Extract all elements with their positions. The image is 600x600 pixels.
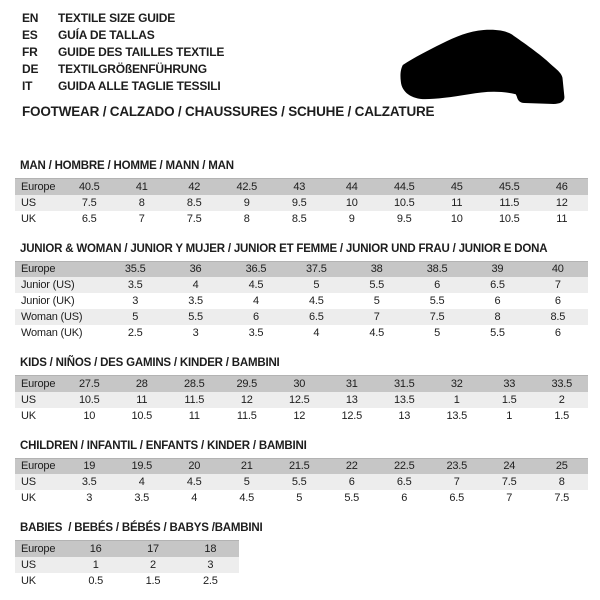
size-cell: 6.5	[81, 212, 97, 225]
size-cell: 39	[491, 263, 504, 276]
size-cell: 2.5	[127, 327, 143, 339]
size-cell: 43	[293, 180, 306, 193]
size-cell: 8	[494, 311, 501, 323]
row-label: UK	[21, 212, 36, 225]
size-cell: 10	[83, 409, 96, 422]
table-row-junior-us	[15, 277, 588, 293]
size-cell: 9	[348, 212, 355, 225]
size-cell: 6	[434, 279, 441, 291]
size-cell: 11.5	[499, 196, 520, 209]
size-cell: 5	[296, 492, 303, 504]
size-cell: 4.5	[186, 476, 202, 488]
size-cell: 4	[191, 492, 198, 504]
size-cell: 33.5	[551, 377, 573, 390]
size-cell: 11	[188, 409, 200, 422]
size-cell: 27.5	[78, 377, 100, 390]
size-cell: 6	[554, 295, 561, 307]
size-cell: 24	[503, 460, 516, 473]
size-cell: 7.5	[501, 476, 517, 488]
size-cell: 32	[450, 377, 463, 390]
section-title-man: MAN / HOMBRE / HOMME / MANN / MAN	[20, 160, 234, 172]
language-code: ES	[22, 28, 38, 42]
size-cell: 40.5	[78, 180, 100, 193]
size-cell: 45	[450, 180, 463, 193]
size-cell: 3.5	[81, 476, 97, 488]
size-cell: 12	[240, 393, 253, 406]
size-cell: 5.5	[429, 295, 445, 307]
size-cell: 10	[345, 196, 358, 209]
size-cell: 10	[450, 212, 463, 225]
table-row-woman-us	[15, 309, 588, 325]
size-cell: 5	[313, 279, 320, 291]
size-cell: 13	[345, 393, 358, 406]
size-cell: 31.5	[393, 377, 415, 390]
size-cell: 7.5	[81, 196, 97, 209]
size-cell: 36	[189, 263, 202, 276]
row-label: US	[21, 393, 36, 406]
size-cell: 22	[345, 460, 358, 473]
language-code: EN	[22, 11, 39, 25]
size-cell: 18	[204, 542, 217, 555]
row-label: Europe	[21, 377, 56, 390]
row-label: US	[21, 476, 36, 488]
size-cell: 3.5	[248, 327, 264, 339]
row-label: Junior (UK)	[21, 295, 75, 307]
size-cell: 22.5	[393, 460, 415, 473]
size-cell: 16	[89, 542, 102, 555]
size-cell: 11	[556, 212, 568, 225]
size-cell: 9	[243, 196, 250, 209]
size-cell: 21.5	[288, 460, 310, 473]
size-cell: 6.5	[396, 476, 412, 488]
size-section-junior-woman	[15, 243, 588, 342]
table-row-europe	[15, 541, 239, 557]
row-label: Woman (UK)	[21, 327, 83, 339]
size-cell: 3	[132, 295, 139, 307]
size-cell: 8	[243, 212, 250, 225]
size-cell: 2	[558, 393, 565, 406]
size-cell: 23.5	[446, 460, 468, 473]
size-cell: 12	[293, 409, 306, 422]
language-label: TEXTILE SIZE GUIDE	[58, 11, 176, 25]
size-cell: 1.5	[501, 393, 517, 406]
row-label: US	[21, 196, 36, 209]
language-label: GUIDA ALLE TAGLIE TESSILI	[58, 79, 221, 93]
size-cell: 44	[345, 180, 358, 193]
size-cell: 13	[398, 409, 411, 422]
size-cell: 42	[188, 180, 201, 193]
size-cell: 1.5	[554, 409, 570, 422]
size-cell: 45.5	[498, 180, 520, 193]
size-cell: 7	[138, 212, 145, 225]
size-cell: 1	[92, 558, 99, 571]
table-row-us	[15, 557, 239, 573]
row-label: Europe	[21, 263, 56, 276]
size-cell: 6.5	[490, 279, 505, 291]
row-label: UK	[21, 574, 36, 587]
row-label: Europe	[21, 542, 56, 555]
size-cell: 10.5	[131, 409, 153, 422]
table-row-us	[15, 392, 588, 408]
row-label: Europe	[21, 180, 56, 193]
size-cell: 5	[373, 295, 380, 307]
size-table-babies	[15, 540, 239, 589]
size-cell: 2.5	[202, 574, 218, 587]
row-label: UK	[21, 409, 36, 422]
section-title-babies: BABIES / BEBÉS / BÉBÉS / BABYS /BAMBINI	[20, 522, 263, 534]
size-cell: 7.5	[554, 492, 570, 504]
size-cell: 10.5	[78, 393, 100, 406]
table-row-uk	[15, 573, 239, 589]
size-cell: 41	[135, 180, 148, 193]
table-row-uk	[15, 490, 588, 506]
size-table-kids	[15, 375, 588, 424]
size-table-man	[15, 178, 588, 227]
size-table-children	[15, 458, 588, 507]
size-cell: 3.5	[127, 279, 143, 291]
size-cell: 3	[192, 327, 199, 339]
table-row-europe	[15, 458, 588, 474]
size-cell: 6	[554, 327, 561, 339]
size-cell: 4	[192, 279, 199, 291]
size-cell: 38.5	[426, 263, 448, 276]
language-code: IT	[22, 79, 33, 93]
size-cell: 9.5	[291, 196, 307, 209]
table-row-europe	[15, 179, 588, 195]
size-cell: 7	[373, 311, 380, 323]
size-cell: 28.5	[183, 377, 205, 390]
size-cell: 2	[150, 558, 156, 571]
size-cell: 4.5	[308, 295, 324, 307]
row-label: Junior (US)	[21, 279, 75, 291]
size-cell: 13.5	[393, 393, 415, 406]
size-cell: 4.5	[369, 327, 385, 339]
size-cell: 10.5	[498, 212, 520, 225]
size-cell: 7.5	[429, 311, 445, 323]
size-cell: 8.5	[550, 311, 566, 323]
size-cell: 5	[132, 311, 139, 323]
size-cell: 35.5	[124, 263, 146, 276]
size-cell: 20	[188, 460, 201, 473]
row-label: US	[21, 558, 36, 571]
size-cell: 42.5	[236, 180, 258, 193]
size-cell: 4.5	[239, 492, 255, 504]
size-cell: 7	[554, 279, 561, 291]
size-cell: 6.5	[308, 311, 324, 323]
size-cell: 19	[83, 460, 96, 473]
size-cell: 3.5	[134, 492, 150, 504]
size-section-man	[15, 160, 588, 227]
size-cell: 28	[135, 377, 148, 390]
size-table-junior-woman	[15, 261, 588, 342]
size-cell: 5	[434, 327, 441, 339]
language-row-en	[22, 10, 600, 27]
size-cell: 6.5	[449, 492, 465, 504]
table-row-us	[15, 474, 588, 490]
size-cell: 46	[555, 180, 568, 193]
size-cell: 11.5	[184, 393, 205, 406]
size-cell: 6	[494, 295, 501, 307]
size-cell: 1	[453, 393, 460, 406]
size-cell: 40	[551, 263, 564, 276]
size-cell: 3	[207, 558, 214, 571]
size-cell: 3	[86, 492, 93, 504]
language-label: GUÍA DE TALLAS	[58, 28, 155, 42]
size-cell: 3.5	[188, 295, 203, 307]
size-cell: 5.5	[291, 476, 307, 488]
section-title-children: CHILDREN / INFANTIL / ENFANTS / KINDER / BAMBINI	[20, 439, 307, 452]
size-cell: 4	[138, 476, 145, 488]
dress-shoe-icon	[395, 28, 580, 106]
size-cell: 25	[555, 460, 568, 473]
size-cell: 10.5	[393, 196, 415, 209]
size-cell: 5.5	[490, 327, 505, 339]
table-row-uk	[15, 211, 588, 227]
size-cell: 5	[243, 476, 250, 488]
size-cell: 8.5	[186, 196, 202, 209]
language-label: TEXTILGRÖßENFÜHRUNG	[58, 62, 207, 76]
size-cell: 12	[555, 196, 568, 209]
size-cell: 38	[370, 263, 383, 276]
table-row-us	[15, 195, 588, 211]
size-cell: 8	[138, 196, 145, 209]
size-cell: 11	[451, 196, 463, 209]
size-cell: 1	[506, 409, 513, 422]
size-cell: 4.5	[248, 279, 264, 291]
size-cell: 31	[345, 377, 358, 390]
section-title-junior-woman: JUNIOR & WOMAN / JUNIOR Y MUJER / JUNIOR ET FEMME / JUNIOR UND FRAU / JUNIOR E DONA	[20, 242, 548, 255]
row-label: UK	[21, 492, 36, 504]
size-section-babies	[15, 522, 588, 589]
size-cell: 21	[240, 460, 253, 473]
row-label: Europe	[21, 460, 56, 473]
table-row-europe	[15, 376, 588, 392]
size-cell: 4	[313, 327, 320, 339]
size-cell: 5.5	[344, 492, 360, 504]
size-cell: 5.5	[188, 311, 203, 323]
size-cell: 6	[401, 492, 408, 504]
size-cell: 29.5	[236, 377, 258, 390]
size-cell: 30	[293, 377, 306, 390]
size-cell: 12.5	[288, 393, 310, 406]
size-cell: 12.5	[341, 409, 363, 422]
size-cell: 9.5	[396, 212, 412, 225]
size-cell: 5.5	[369, 279, 385, 291]
size-cell: 7.5	[186, 212, 202, 225]
size-cell: 37.5	[306, 263, 327, 276]
size-cell: 17	[147, 542, 159, 555]
size-cell: 7	[506, 492, 513, 504]
size-cell: 7	[453, 476, 460, 488]
size-cell: 6	[348, 476, 355, 488]
language-label: GUIDE DES TAILLES TEXTILE	[58, 45, 225, 59]
size-tables	[0, 160, 600, 589]
size-cell: 44.5	[393, 180, 415, 193]
size-cell: 36.5	[245, 263, 267, 276]
size-cell: 1.5	[145, 574, 161, 587]
size-cell: 8	[558, 476, 565, 488]
language-code: DE	[22, 62, 39, 76]
table-row-woman-uk	[15, 325, 588, 341]
size-cell: 4	[252, 295, 259, 307]
size-cell: 33	[503, 377, 516, 390]
size-cell: 6	[252, 311, 259, 323]
size-section-kids	[15, 357, 588, 424]
row-label: Woman (US)	[21, 311, 83, 323]
size-cell: 0.5	[88, 574, 104, 587]
section-title-kids: KIDS / NIÑOS / DES GAMINS / KINDER / BAMBINI	[20, 357, 280, 369]
size-cell: 11.5	[236, 409, 257, 422]
header	[0, 0, 600, 119]
size-cell: 11	[136, 393, 148, 406]
language-code: FR	[22, 45, 38, 59]
size-cell: 8.5	[291, 212, 307, 225]
table-row-junior-uk	[15, 293, 588, 309]
size-cell: 19.5	[131, 460, 153, 473]
size-cell: 13.5	[446, 409, 468, 422]
size-section-children	[15, 440, 588, 507]
category-title: FOOTWEAR / CALZADO / CHAUSSURES / SCHUHE / CALZATURE	[22, 104, 435, 119]
table-row-europe	[15, 261, 588, 277]
table-row-uk	[15, 408, 588, 424]
